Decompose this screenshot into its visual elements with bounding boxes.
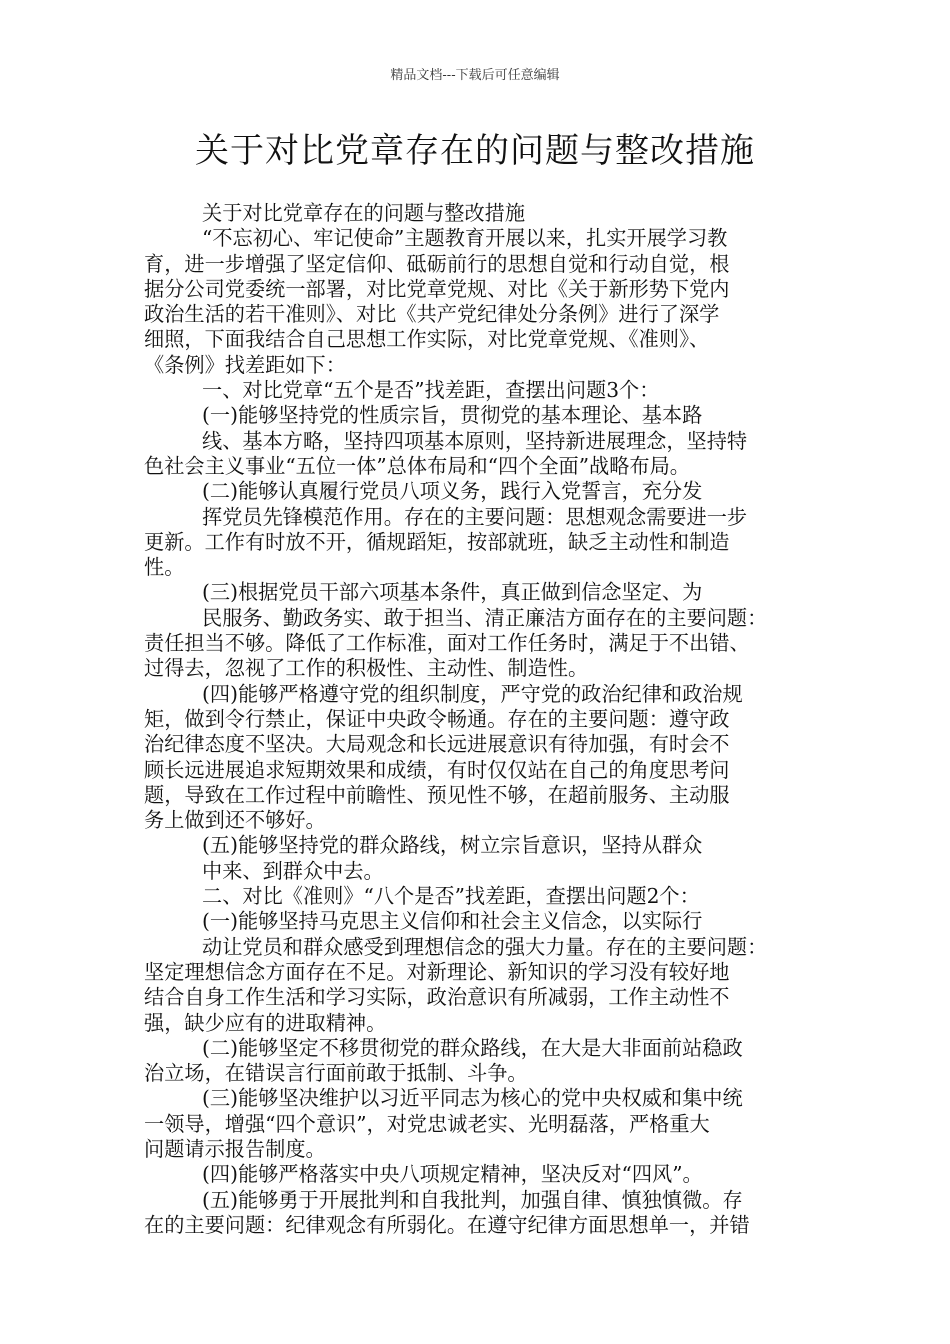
body-line: (二)能够认真履行党员八项义务，践行入党誓言，充分发 bbox=[202, 479, 703, 504]
body-line: 线、基本方略，坚持四项基本原则，坚持新进展理念，坚持特 bbox=[202, 428, 748, 453]
body-line: 结合自身工作生活和学习实际，政治意识有所减弱，工作主动性不 bbox=[144, 985, 730, 1010]
body-line: (四)能够严格落实中央八项规定精神，坚决反对“四风”。 bbox=[202, 1162, 703, 1187]
body-line: 务上做到还不够好。 bbox=[144, 808, 326, 833]
body-line: 性。 bbox=[144, 555, 185, 580]
body-line: 矩，做到令行禁止，保证中央政令畅通。存在的主要问题：遵守政 bbox=[144, 706, 730, 731]
body-line: 更新。工作有时放不开，循规蹈矩，按部就班，缺乏主动性和制造 bbox=[144, 529, 730, 554]
body-line: 《条例》找差距如下： bbox=[144, 352, 346, 377]
body-line: 强，缺少应有的进取精神。 bbox=[144, 1010, 387, 1035]
body-line: 治纪律态度不坚决。大局观念和长远进展意识有待加强，有时会不 bbox=[144, 732, 730, 757]
body-line: (五)能够勇于开展批判和自我批判，加强自律、慎独慎微。存 bbox=[202, 1187, 743, 1212]
body-line: 据分公司党委统一部署，对比党章党规、对比《关于新形势下党内 bbox=[144, 276, 730, 301]
body-line: 挥党员先锋模范作用。存在的主要问题：思想观念需要进一步 bbox=[202, 504, 748, 529]
body-line: (五)能够坚持党的群众路线，树立宗旨意识，坚持从群众 bbox=[202, 833, 703, 858]
document-body bbox=[144, 201, 810, 1238]
body-line: 中来、到群众中去。 bbox=[202, 858, 384, 883]
body-line: 政治生活的若干准则》、对比《共产党纪律处分条例》进行了深学 bbox=[144, 302, 720, 327]
body-line: (四)能够严格遵守党的组织制度，严守党的政治纪律和政治规 bbox=[202, 681, 743, 706]
body-line: 在的主要问题：纪律观念有所弱化。在遵守纪律方面思想单一，并错 bbox=[144, 1212, 750, 1237]
body-line: 动让党员和群众感受到理想信念的强大力量。存在的主要问题： bbox=[202, 934, 768, 959]
body-line: 民服务、勤政务实、敢于担当、清正廉洁方面存在的主要问题： bbox=[202, 605, 768, 630]
body-line: 二、对比《准则》“八个是否”找差距，查摆出问题2个： bbox=[202, 884, 700, 909]
body-line: 细照，下面我结合自己思想工作实际，对比党章党规、《准则》、 bbox=[144, 327, 710, 352]
body-line: 问题请示报告制度。 bbox=[144, 1136, 326, 1161]
body-line: 育，进一步增强了坚定信仰、砥砺前行的思想自觉和行动自觉，根 bbox=[144, 251, 730, 276]
body-line: 责任担当不够。降低了工作标准，面对工作任务时，满足于不出错、 bbox=[144, 631, 750, 656]
body-line: “不忘初心、牢记使命”主题教育开展以来，扎实开展学习教 bbox=[202, 226, 728, 251]
body-line: 一领导，增强“四个意识”，对党忠诚老实、光明磊落，严格重大 bbox=[144, 1111, 710, 1136]
body-line: (一)能够坚持马克思主义信仰和社会主义信念，以实际行 bbox=[202, 909, 703, 934]
body-line: (二)能够坚定不移贯彻党的群众路线，在大是大非面前站稳政 bbox=[202, 1035, 743, 1060]
body-line: 色社会主义事业“五位一体”总体布局和“四个全面”战略布局。 bbox=[144, 453, 690, 478]
body-line: (三)能够坚决维护以习近平同志为核心的党中央权威和集中统 bbox=[202, 1086, 743, 1111]
body-line: 过得去，忽视了工作的积极性、主动性、制造性。 bbox=[144, 656, 589, 681]
body-line: 关于对比党章存在的问题与整改措施 bbox=[202, 201, 526, 225]
body-line: 顾长远进展追求短期效果和成绩，有时仅仅站在自己的角度思考问 bbox=[144, 757, 730, 782]
body-line: 治立场，在错误言行面前敢于抵制、斗争。 bbox=[144, 1061, 528, 1086]
body-line: 题，导致在工作过程中前瞻性、预见性不够，在超前服务、主动服 bbox=[144, 782, 730, 807]
page-header: 精品文档---下载后可任意编辑 bbox=[390, 68, 560, 83]
body-line: 一、对比党章“五个是否”找差距，查摆出问题3个： bbox=[202, 378, 660, 403]
body-line: (三)根据党员干部六项基本条件，真正做到信念坚定、为 bbox=[202, 580, 703, 605]
body-line: 坚定理想信念方面存在不足。对新理论、新知识的学习没有较好地 bbox=[144, 959, 730, 984]
body-line: (一)能够坚持党的性质宗旨，贯彻党的基本理论、基本路 bbox=[202, 403, 703, 428]
document-title: 关于对比党章存在的问题与整改措施 bbox=[195, 131, 755, 171]
